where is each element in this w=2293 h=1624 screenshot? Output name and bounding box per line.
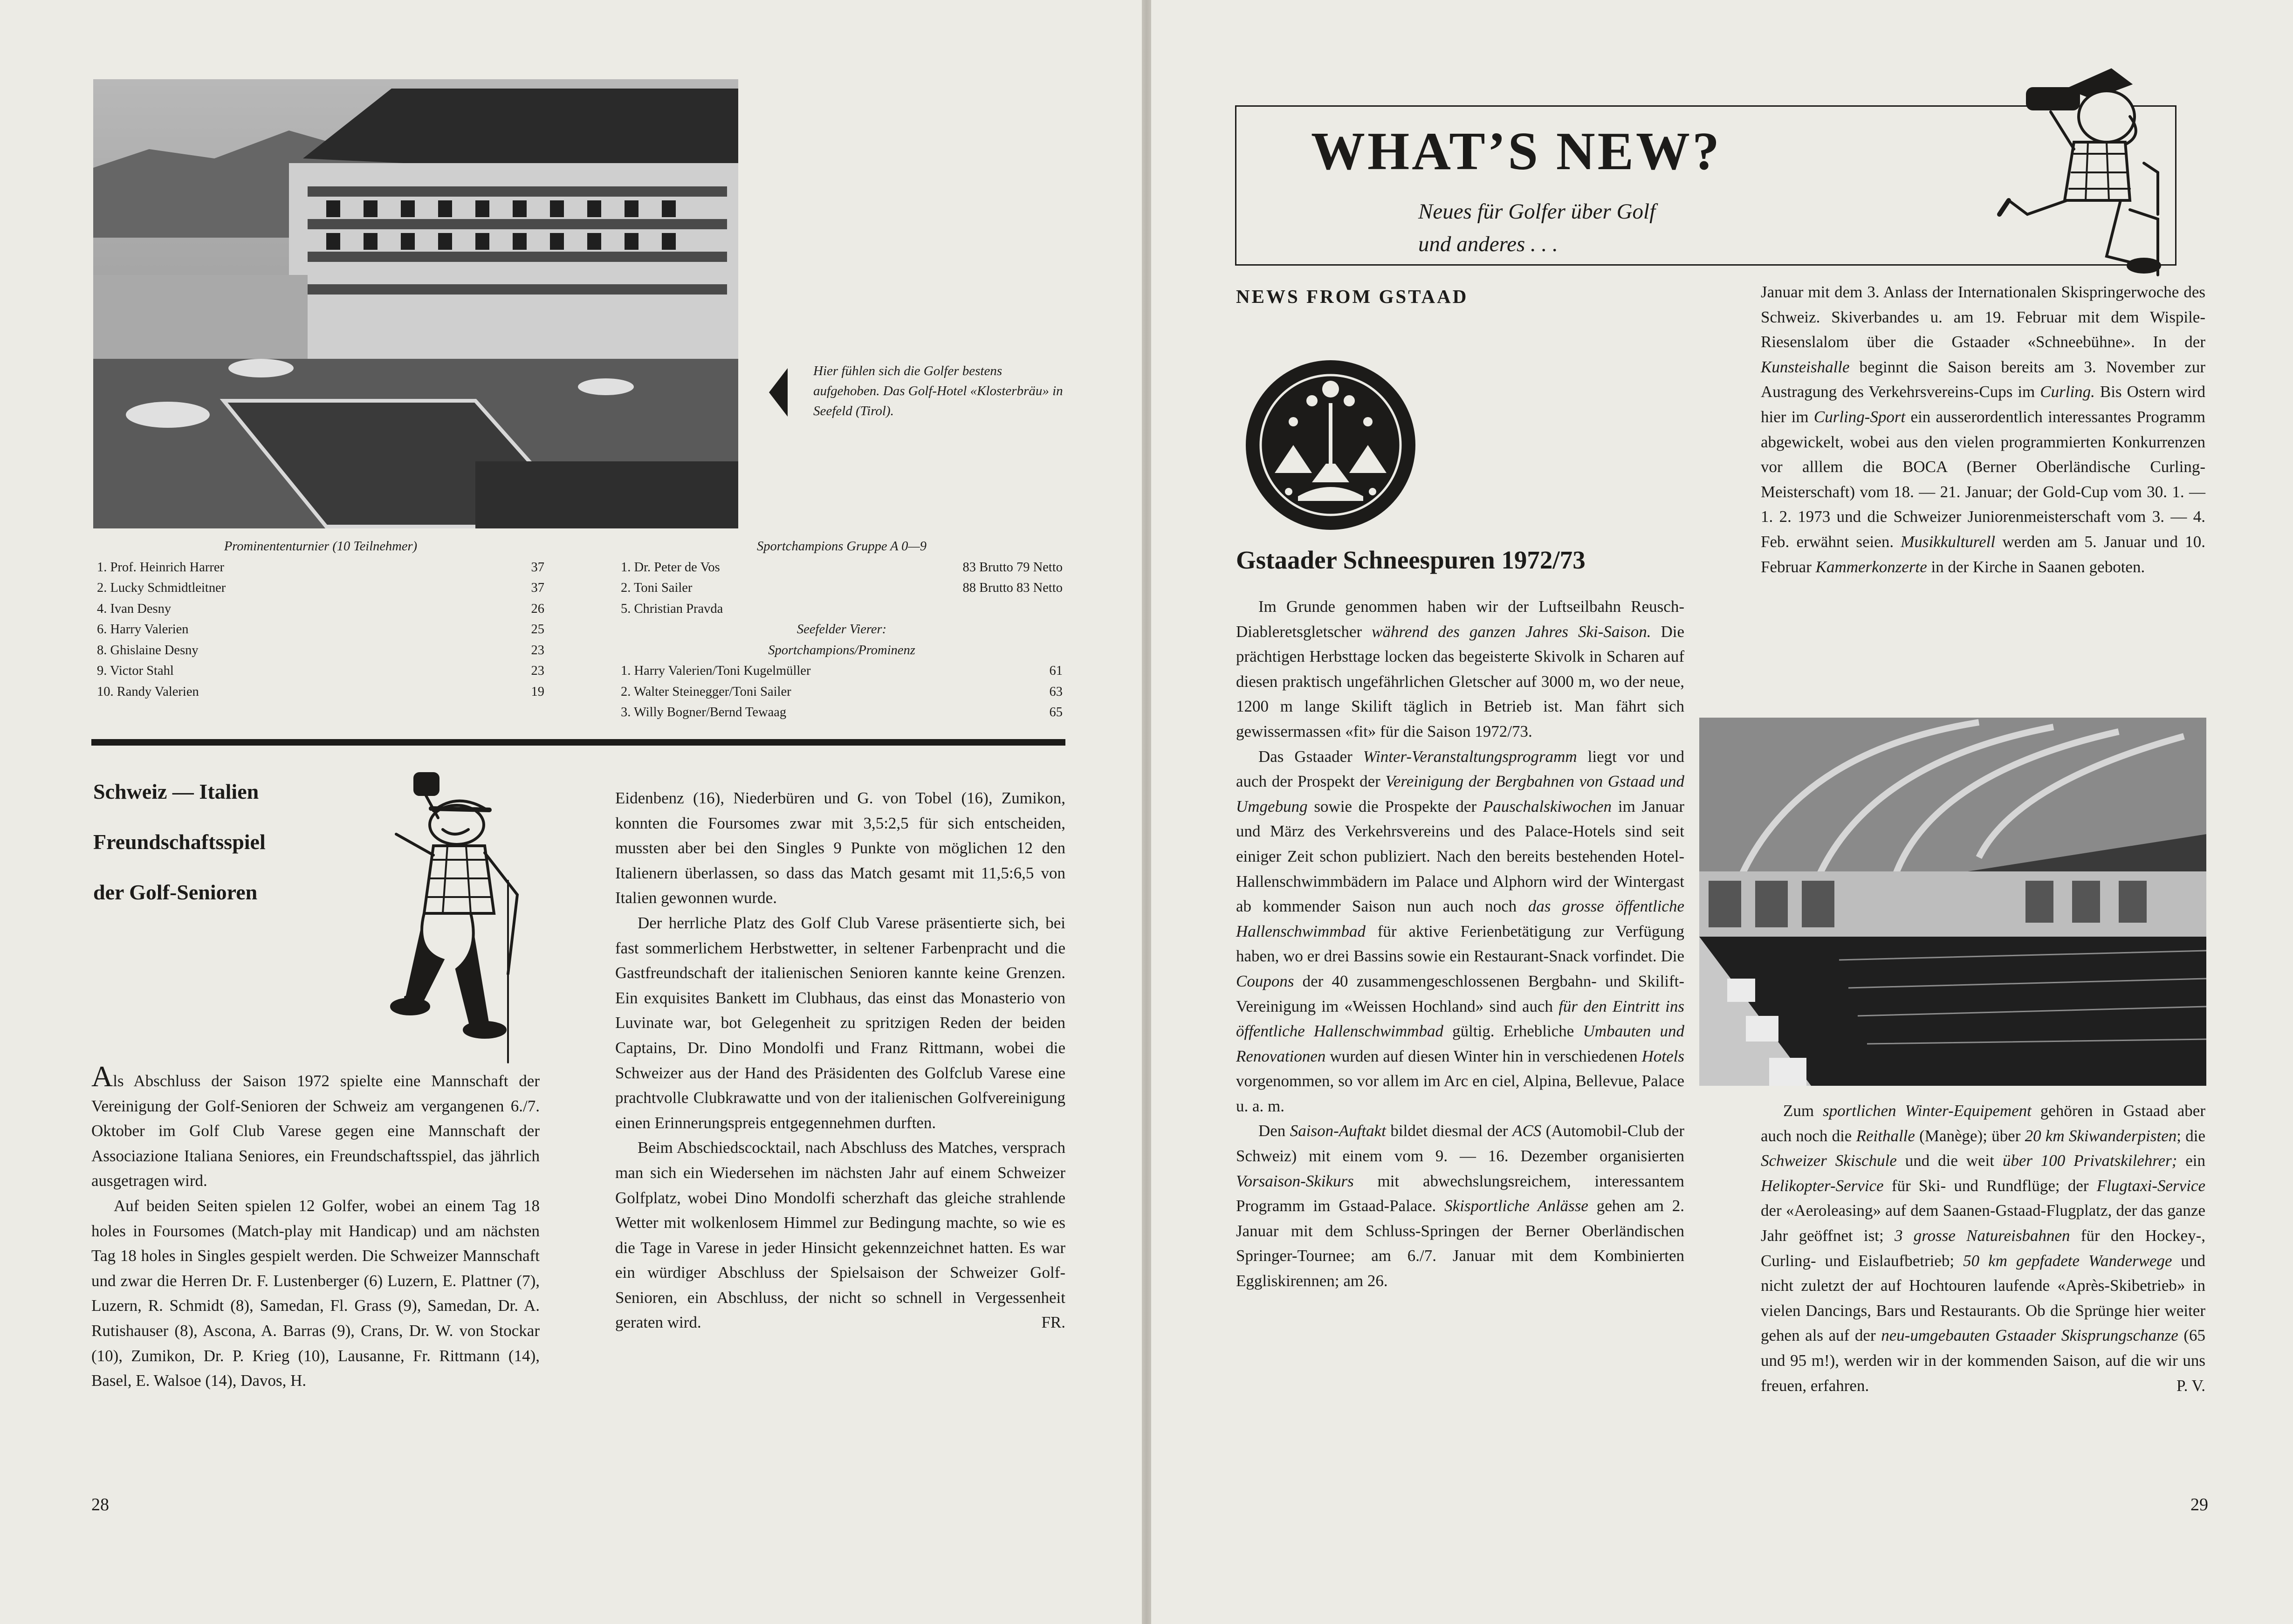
right-page (1151, 0, 2293, 1624)
results-vierer-subtitle: Sportchampions/Prominenz (768, 643, 915, 658)
table-row: 9. Victor Stahl 23 (97, 664, 544, 678)
left-page (0, 0, 1142, 1624)
article-column-1: Als Abschluss der Saison 1972 spielte eine Mannschaft der Vereinigung der Golf-Senioren der Schweiz am vergangenen 6./7. Oktober im Golf Club Varese gegen eine Mannschaft der Associazione Italiana Seniores, ein Freundschaftsspiel, das jährlich ausgetragen wird. Auf beiden Seiten spielen 12 Golfer, wobei an einem Tag 18 holes in Foursomes (Match-play mit Handicap) und am nächsten Tag 18 holes in Singles gespielt werden. Die Schweizer Mannschaft und zwar die Herren Dr. F. Lustenberger (6) Luzern, E. Plattner (7), Luzern, R. Schmidt (8), Samedan, Fl. Grass (9), Samedan, Dr. A. Rutishauser (8), Ascona, A. Barras (9), Crans, Dr. W. von Stockar (10), Zumikon, Dr. P. Krieg (10), Lausanne, Fr. Rittmann (14), Basel, E. Walsoe (14), Davos, H. (91, 1060, 540, 1390)
section-divider (91, 739, 1065, 746)
binoculars-man-cartoon-illustration (1990, 61, 2176, 280)
results-prominent-title: Prominententurnier (10 Teilnehmer) (224, 539, 418, 554)
article-column-2: Januar mit dem 3. Anlass der Internationalen Skispringerwoche des Schweiz. Skiverbandes u. am 19. Februar mit dem Wispile-Riesenslalom über die Gstaader «Schneebühne». In der Kunsteishalle beginnt die Saison bereits am 3. November zur Austragung des Verkehrsvereins-Cups im Curling. Bis Ostern wird hier im Curling-Sport ein ausserordentlich interessantes Programm abgewickelt, wobei aus den vielen programmierten Konkurrenzen vor alllem die BOCA (Berner Oberländische Curling-Meisterschaft) vom 18. — 21. Januar; der Gold-Cup vom 30. 1. — 1. 2. 1973 und die Schweizer Juniorenmeisterschaft vom 3. — 4. Feb. erwähnt seien. Musikkulturell werden am 5. Januar und 10. Februar Kammerkonzerte in der Kirche in Saanen geboten. (1761, 283, 2206, 576)
results-sport-title: Sportchampions Gruppe A 0—9 (757, 539, 927, 554)
page-number: 28 (91, 1495, 109, 1514)
table-row: 2. Lucky Schmidtleitner 37 (97, 581, 544, 595)
article-signature: P. V. (2176, 1376, 2205, 1395)
golfer-cartoon-illustration (368, 764, 545, 1067)
table-row: 8. Ghislaine Desny 23 (97, 643, 544, 658)
table-row: 3. Willy Bogner/Bernd Tewaag 65 (621, 705, 1063, 719)
table-row: 2. Toni Sailer 88 Brutto 83 Netto (621, 581, 1063, 595)
article-heading: Schweiz — Italien Freundschaftsspiel der Golf-Senioren (93, 780, 266, 904)
article-column-1: Im Grunde genommen haben wir der Luftseilbahn Reusch-Diableretsgletscher während des ganzen Jahres Ski-Saison. Die prächtigen Herbsttage locken das begeisterte Skivolk in Scharen auf diesen praktisch ungefährlichen Gletscher auf 3000 m, wo der neue, 1200 m lange Skilift täglich in Betrieb ist. Man fährt sich gewissermassen «fit» für die Saison 1972/73. Das Gstaader Winter-Veranstaltungsprogramm liegt vor und auch der Prospekt der Vereinigung der Bergbahnen von Gstaad und Umgebung sowie die Prospekte der Pauschalskiwochen im Januar und März des Verkehrsvereins und des Palace-Hotels sind seit einiger Zeit schon publiziert. Nach den bereits bestehenden Hotel-Hallenschwimmbädern im Palace und Alphorn wird der Wintergast ab kommender Saison nun auch noch das grosse öffentliche Hallenschwimmbad für aktive Ferienbetätigung zur Verfügung haben, wo er drei Bassins sowie ein Restaurant-Snack vorfindet. Die Coupons der 40 zusammengeschlossenen Bergbahn- und Skilift-Vereinigung im «Weissen Hochland» sind auch für den Eintritt ins öffentliche Hallenschwimmbad gültig. Erhebliche Umbauten und Renovationen wurden auf diesen Winter hin in verschiedenen Hotels vorgenommen, so vor allem im Arc en ciel, Alpina, Bellevue, Palace u. a. m. Den Saison-Auftakt bildet diesmal der ACS (Automobil-Club der Schweiz) mit einem vom 9. — 16. Dezember organisierten Vorsaison-Skikurs mit abwechslungsreichem, interessantem Programm im Gstaad-Palace. Skisportliche Anlässe gehen am 2. Januar mit dem Schluss-Springen der Berner Oberländischen Springer-Tournee; am 6./7. Januar mit dem Kombinierten Eggliskirennen; am 26. (1236, 597, 1685, 1290)
hotel-photo (93, 79, 738, 528)
page-title: WHAT’S NEW? (1311, 122, 1722, 181)
dropcap: A (91, 1060, 113, 1093)
table-row: 10. Randy Valerien 19 (97, 684, 544, 699)
photo-caption: Hier fühlen sich die Golfer bestens aufgehoben. Das Golf-Hotel «Klosterbräu» in Seefeld (Tirol). (813, 363, 1063, 418)
page-subtitle: Neues für Golfer über Golf und anderes . . . (1418, 199, 1656, 256)
article-signature: FR. (1041, 1313, 1065, 1332)
results-sport-table (621, 536, 1063, 723)
book-gutter (1142, 0, 1151, 1624)
table-row: 1. Harry Valerien/Toni Kugelmüller 61 (621, 664, 1063, 678)
article-column-2-continued: Zum sportlichen Winter-Equipement gehören in Gstaad aber auch noch die Reithalle (Manège); über 20 km Skiwanderpisten; die Schweizer Skischule und die weit über 100 Privatskilehrer; ein Helikopter-Service für Ski- und Rundflüge; der Flugtaxi-Service der «Aeroleasing» auf dem Saanen-Gstaad-Flugplatz, der das ganze Jahr geöffnet ist; 3 grosse Natureisbahnen für den Hockey-, Curling- und Eislaufbetrieb; 50 km gepfadete Wanderwege und nicht zuletzt der auf Hochtouren laufende «Après-Skibetrieb» in vielen Dancings, Bars und Restaurants. Ob die Sprünge hier weiter gehen als auf der neu-umgebauten Gstaader Skisprungschanze (65 und 95 m!), werden wir in der kommenden Saison, auf die wir uns freuen, erfahren. P. V. (1761, 1098, 2205, 1398)
table-row: 6. Harry Valerien 25 (97, 622, 544, 637)
table-row: 4. Ivan Desny 26 (97, 601, 544, 616)
section-label: NEWS FROM GSTAAD (1236, 286, 1469, 307)
swimming-pool-photo (1699, 718, 2206, 1086)
caption-arrow-icon (769, 368, 788, 417)
results-vierer-title: Seefelder Vierer: (796, 622, 887, 637)
results-prominent-table (97, 536, 544, 702)
gstaad-emblem-illustration (1242, 356, 1419, 534)
table-row: 1. Prof. Heinrich Harrer 37 (97, 560, 544, 575)
table-row: 2. Walter Steinegger/Toni Sailer 63 (621, 684, 1063, 699)
page-number: 29 (2190, 1495, 2208, 1514)
article-title: Gstaader Schneespuren 1972/73 (1236, 546, 1586, 574)
table-row: 1. Dr. Peter de Vos 83 Brutto 79 Netto (621, 560, 1063, 575)
table-row: 5. Christian Pravda (621, 601, 723, 616)
article-column-2: Eidenbenz (16), Niederbüren und G. von Tobel (16), Zumikon, konnten die Foursomes zwar mit 3,5:2,5 für sich entscheiden, mussten aber bei den Singles 9 Punkte von möglichen 12 den Italienern überlassen, so dass das Match gesamt mit 11,5:6,5 von Italien gewonnen wurde. Der herrliche Platz des Golf Club Varese präsentierte sich, bei fast sommerlichem Herbstwetter, in seltener Farbenpracht und die Gastfreundschaft der italienischen Senioren kannte keine Grenzen. Ein exquisites Bankett im Clubhaus, das einst das Monasterio von Luvinate war, bot Gelegenheit zu spritzigen Reden der beiden Captains, Dr. Dino Mondolfi und Franz Rittmann, wobei die Schweizer aus der Hand des Präsidenten des Golfclub Varese eine prachtvolle Clubkrawatte und von der italienischen Golfvereinigung einen Erinnerungspreis entgegennehmen durften. Beim Abschiedscocktail, nach Abschluss des Matches, versprach man sich ein Wiedersehen im nächsten Jahr auf einem Schweizer Golfplatz, wobei Dino Mondolfi scherzhaft das gleiche strahlende Wetter mit wolkenlosem Himmel zur Bedingung machte, so wie es die Tage in Varese in jeder Hinsicht gekennzeichnet hatten. Es war ein würdiger Abschluss der Spielsaison der Schweizer Golf-Senioren, ein Abschluss, der nicht so schnell in Vergessenheit geraten wird. FR. (615, 786, 1065, 1335)
